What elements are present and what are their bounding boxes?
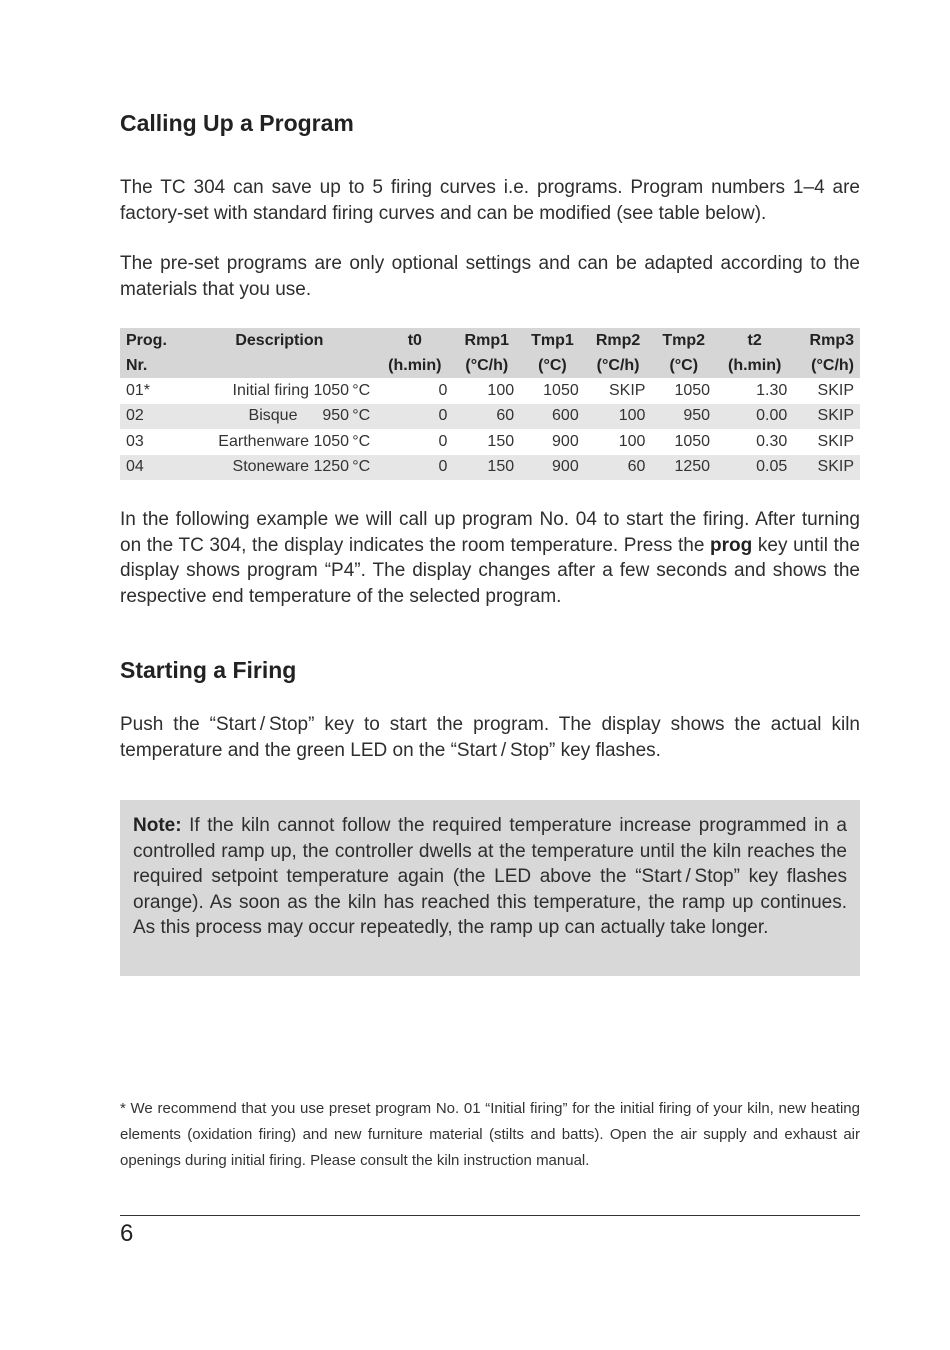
program-table	[120, 328, 860, 480]
table-cell: 04	[120, 455, 183, 481]
table-cell: Earthenware 1050 °C	[218, 432, 371, 450]
table-cell: 0	[438, 381, 448, 399]
table-header: (°C)	[651, 353, 716, 378]
table-cell: 0.00	[716, 404, 793, 430]
note-label: Note:	[133, 815, 182, 836]
table-cell: 0	[438, 432, 448, 450]
table-cell: 950	[651, 404, 716, 430]
paragraph-example	[120, 507, 860, 609]
table-cell: 100	[487, 381, 515, 399]
footer-divider	[120, 1215, 860, 1216]
table-cell: 0.30	[756, 432, 788, 450]
table-row	[120, 429, 860, 455]
table-cell: 1.30	[756, 381, 788, 399]
table-cell: 0	[376, 455, 453, 481]
table-header: t0	[376, 328, 453, 353]
table-header: Rmp2	[585, 328, 652, 353]
prog-key-label: prog	[710, 534, 753, 556]
table-header-row	[120, 353, 860, 378]
table-header: Prog.	[120, 328, 183, 353]
table-cell: SKIP	[817, 432, 854, 450]
table-cell: SKIP	[793, 455, 860, 481]
table-cell: 1050	[674, 381, 711, 399]
table-row	[120, 378, 860, 404]
paragraph-text: key until the display shows program “P4”. The display changes after a few seconds and shows the respective end temperature of the selected program.	[120, 534, 860, 607]
table-header: Rmp3	[793, 328, 860, 353]
table-header	[183, 353, 377, 378]
table-header: (°C/h)	[793, 353, 860, 378]
table-header: (°C/h)	[453, 353, 520, 378]
table-cell: 100	[585, 404, 652, 430]
table-cell: Bisque 950 °C	[183, 404, 377, 430]
table-cell: 900	[520, 455, 585, 481]
page-number: 6	[120, 1220, 134, 1247]
table-cell: Initial firing 1050 °C	[232, 381, 371, 399]
table-cell: SKIP	[817, 381, 854, 399]
paragraph-intro: The TC 304 can save up to 5 firing curves i.e. programs. Program numbers 1–4 are factory-set with standard firing curves and can be modified (see table below).	[120, 177, 860, 224]
paragraph-start-stop: Push the “Start / Stop” key to start the program. The display shows the actual kiln temperature and the green LED on the “Start / Stop” key flashes.	[120, 714, 860, 761]
table-cell: 1050	[674, 432, 711, 450]
table-header: (°C)	[520, 353, 585, 378]
table-cell: 1250	[651, 455, 716, 481]
table-cell: 60	[585, 455, 652, 481]
table-cell: SKIP	[608, 381, 646, 399]
table-cell: 150	[487, 432, 515, 450]
table-header: Rmp1	[453, 328, 520, 353]
table-cell: 600	[520, 404, 585, 430]
table-header: (°C/h)	[585, 353, 652, 378]
table-header: Description	[183, 328, 377, 353]
table-cell: 900	[552, 432, 579, 450]
table-cell: 60	[453, 404, 520, 430]
table-cell: 100	[618, 432, 646, 450]
table-header: Tmp1	[520, 328, 585, 353]
note-paragraph	[133, 813, 847, 941]
table-cell: 01*	[126, 381, 151, 399]
footnote: * We recommend that you use preset program No. 01 “Initial firing” for the initial firing of your kiln, new heating elements (oxidation firing) and new furniture material (stilts and batts). Open the air supply and exhaust air openings during initial firing. Please consult the kiln instruction manual.	[120, 1100, 860, 1169]
table-header: (h.min)	[716, 353, 793, 378]
table-cell: 150	[453, 455, 520, 481]
table-cell: 03	[126, 432, 144, 450]
table-header: t2	[716, 328, 793, 353]
table-cell: SKIP	[793, 404, 860, 430]
table-cell: 02	[120, 404, 183, 430]
paragraph-text: In the following example we will call up program No. 04 to start the firing. After turning on the TC 304, the display indicates the room temperature. Press the	[120, 509, 860, 556]
table-cell: Stoneware 1250 °C	[183, 455, 377, 481]
section-heading-starting: Starting a Firing	[120, 657, 297, 683]
note-box	[120, 800, 860, 976]
note-text: If the kiln cannot follow the required temperature increase programmed in a controlled ramp up, the controller dwells at the temperature until the kiln reaches the required setpoint temperature again (the LED above the “Start / Stop” key flashes orange). As soon as the kiln has reached this temperature, the ramp up continues. As this process may occur repeatedly, the ramp up can actually take longer.	[133, 815, 847, 938]
table-header: (h.min)	[376, 353, 453, 378]
table-cell: 1050	[543, 381, 579, 399]
section-heading-calling-up: Calling Up a Program	[120, 110, 354, 136]
table-header-row	[120, 328, 860, 353]
table-cell: 0.05	[716, 455, 793, 481]
paragraph-preset: The pre-set programs are only optional settings and can be adapted according to the materials that you use.	[120, 253, 860, 300]
table-header: Nr.	[120, 353, 183, 378]
table-cell: 0	[376, 404, 453, 430]
table-row	[120, 404, 860, 430]
table-row	[120, 455, 860, 481]
table-header: Tmp2	[651, 328, 716, 353]
